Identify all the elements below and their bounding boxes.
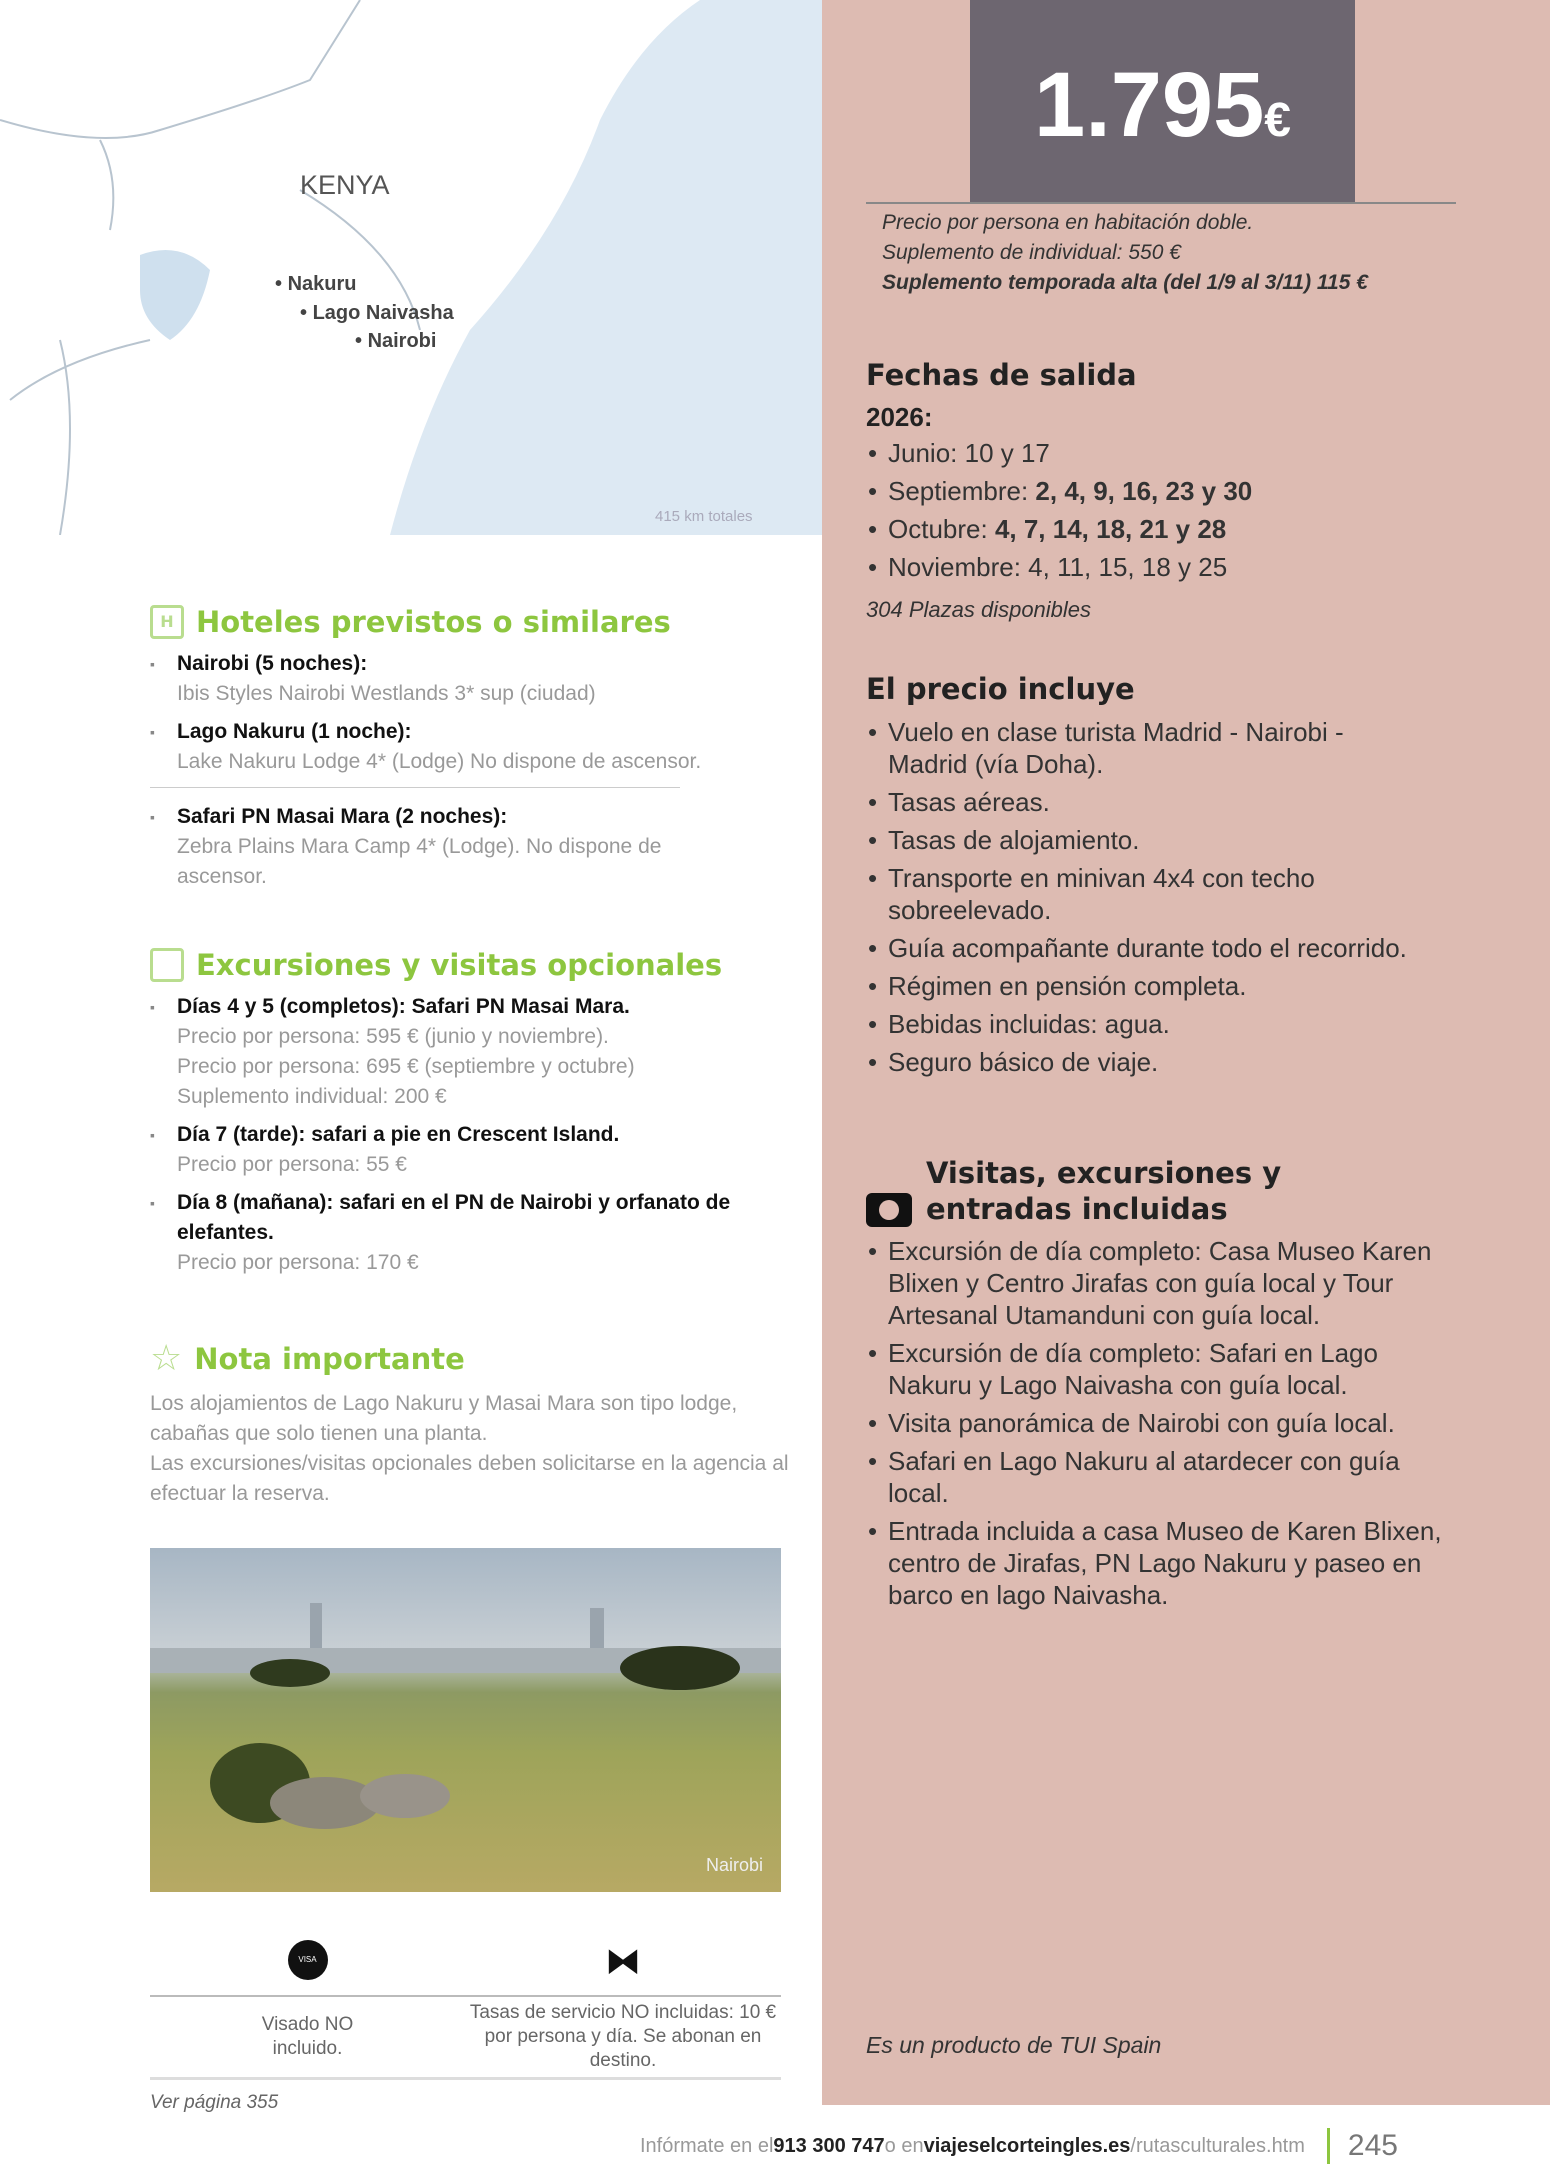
nairobi-photo: [150, 1548, 781, 1892]
excursion-price: Precio por persona: 595 € (junio y noviembre).: [177, 1025, 609, 1048]
divider: [866, 202, 1456, 204]
incluye-item: • Tasas aéreas.: [866, 786, 1426, 818]
excursiones-title: Excursiones y visitas opcionales: [196, 948, 723, 982]
producto-note: Es un producto de TUI Spain: [866, 2032, 1162, 2058]
nota-title: Nota importante: [194, 1341, 465, 1376]
price-notes: [882, 208, 1368, 298]
excursion-price: Precio por persona: 695 € (septiembre y octubre): [177, 1055, 635, 1078]
excursion-name: Días 4 y 5 (completos): Safari PN Masai Mara.: [177, 995, 630, 1018]
fecha-item: • Octubre: 4, 7, 14, 18, 21 y 28: [866, 513, 1466, 545]
hoteles-section: [150, 605, 790, 900]
visita-item: • Visita panorámica de Nairobi con guía local.: [866, 1407, 1456, 1439]
map-city-nakuru: • Nakuru: [275, 273, 356, 296]
excursion-price: Precio por persona: 170 €: [177, 1251, 419, 1274]
incluye-item: • Transporte en minivan 4x4 con techo sobreelevado.: [866, 862, 1426, 926]
page-number: 245: [1347, 2129, 1398, 2162]
fechas-year: 2026:: [866, 402, 933, 432]
fecha-item: • Noviembre: 4, 11, 15, 18 y 25: [866, 551, 1466, 583]
excursion-item: [150, 992, 790, 1112]
incluye-item: • Régimen en pensión completa.: [866, 970, 1426, 1002]
map-city-naivasha: • Lago Naivasha: [300, 302, 454, 325]
visita-item: • Entrada incluida a casa Museo de Karen Blixen, centro de Jirafas, PN Lago Nakuru y paseo en barco en lago Naivasha.: [866, 1515, 1456, 1611]
excursion-price: Precio por persona: 55 €: [177, 1153, 407, 1176]
price-note: Suplemento de individual: 550 €: [882, 241, 1181, 264]
footer-phone[interactable]: 913 300 747: [773, 2134, 885, 2157]
footer-divider: [1327, 2128, 1330, 2164]
footer-text: Infórmate en el: [640, 2134, 774, 2157]
hotel-item: ▪ Nairobi (5 noches): Ibis Styles Nairobi Westlands 3* sup (ciudad): [150, 649, 790, 709]
excursiones-section: [150, 948, 790, 1286]
incluye-item: • Vuelo en clase turista Madrid - Nairobi - Madrid (vía Doha).: [866, 716, 1426, 780]
map-shapes: [0, 0, 822, 535]
incluye-item: • Seguro básico de viaje.: [866, 1046, 1426, 1078]
visa-icon: VISA: [288, 1940, 328, 1980]
visitas-section: [866, 1155, 1466, 1617]
footer: [640, 2128, 1398, 2164]
nota-section: [150, 1338, 790, 1509]
price-currency: €: [1264, 94, 1291, 147]
star-icon: ☆: [150, 1338, 183, 1379]
info-strip: [150, 1940, 781, 2114]
price-note: Suplemento temporada alta (del 1/9 al 3/11) 115 €: [882, 271, 1368, 294]
visita-item: • Excursión de día completo: Safari en Lago Nakuru y Lago Naivasha con guía local.: [866, 1337, 1456, 1401]
photo-caption: Nairobi: [705, 1855, 763, 1875]
price-amount: 1.795: [1034, 54, 1265, 156]
incluye-title: El precio incluye: [866, 672, 1135, 706]
map-city-nairobi: • Nairobi: [355, 330, 436, 353]
hotel-item: ▪ Safari PN Masai Mara (2 noches): Zebra Plains Mara Camp 4* (Lodge). No dispone de ascensor.: [150, 802, 710, 892]
nota-text: Las excursiones/visitas opcionales deben solicitarse en la agencia al efectuar la reserva.: [150, 1452, 789, 1505]
fecha-item: • Septiembre: 2, 4, 9, 16, 23 y 30: [866, 475, 1466, 507]
fecha-item: • Junio: 10 y 17: [866, 437, 1466, 469]
fechas-section: [866, 358, 1466, 625]
ver-pagina-link[interactable]: Ver página 355: [150, 2092, 279, 2113]
backpack-icon: [150, 948, 184, 982]
price-note: Precio por persona en habitación doble.: [882, 211, 1254, 234]
footer-path: /rutasculturales.htm: [1130, 2134, 1305, 2157]
route-map: [0, 0, 822, 535]
excursion-name: Día 8 (mañana): safari en el PN de Nairobi y orfanato de elefantes.: [177, 1191, 731, 1244]
incluye-item: • Guía acompañante durante todo el recorrido.: [866, 932, 1426, 964]
visita-item: • Excursión de día completo: Casa Museo Karen Blixen y Centro Jirafas con guía local y Tour Artesanal Utamanduni con guía local.: [866, 1235, 1456, 1331]
bowtie-icon: ⧓: [605, 1940, 641, 1981]
excursion-item: [150, 1188, 790, 1278]
incluye-item: • Bebidas incluidas: agua.: [866, 1008, 1426, 1040]
fechas-title: Fechas de salida: [866, 358, 1137, 392]
tasas-text: Tasas de servicio NO incluidas: 10 € por persona y día. Se abonan en destino.: [469, 2002, 777, 2071]
excursion-item: [150, 1120, 790, 1180]
map-distance: 415 km totales: [655, 508, 753, 525]
visita-item: • Safari en Lago Nakuru al atardecer con guía local.: [866, 1445, 1456, 1509]
visado-text: Visado NO incluido.: [261, 2014, 354, 2059]
excursion-price: Suplemento individual: 200 €: [177, 1085, 447, 1108]
nota-text: Los alojamientos de Lago Nakuru y Masai Mara son tipo lodge, cabañas que solo tienen una planta.: [150, 1392, 738, 1445]
plazas: 304 Plazas disponibles: [866, 597, 1092, 622]
excursion-name: Día 7 (tarde): safari a pie en Crescent Island.: [177, 1123, 620, 1146]
photo-scene: [150, 1548, 781, 1892]
incluye-item: • Tasas de alojamiento.: [866, 824, 1426, 856]
incluye-section: [866, 672, 1426, 1084]
hotel-item: ▪ Lago Nakuru (1 noche): Lake Nakuru Lodge 4* (Lodge) No dispone de ascensor.: [150, 717, 680, 788]
camera-icon: [866, 1193, 912, 1227]
footer-site-link[interactable]: viajeselcorteingles.es: [923, 2134, 1131, 2157]
price-box: [970, 0, 1355, 203]
hoteles-title: Hoteles previstos o similares: [196, 605, 671, 639]
footer-text: o en: [884, 2134, 924, 2157]
visitas-title: Visitas, excursiones y entradas incluidas: [926, 1156, 1282, 1226]
hotel-icon: H: [150, 605, 184, 639]
map-country-label: KENYA: [300, 170, 390, 200]
